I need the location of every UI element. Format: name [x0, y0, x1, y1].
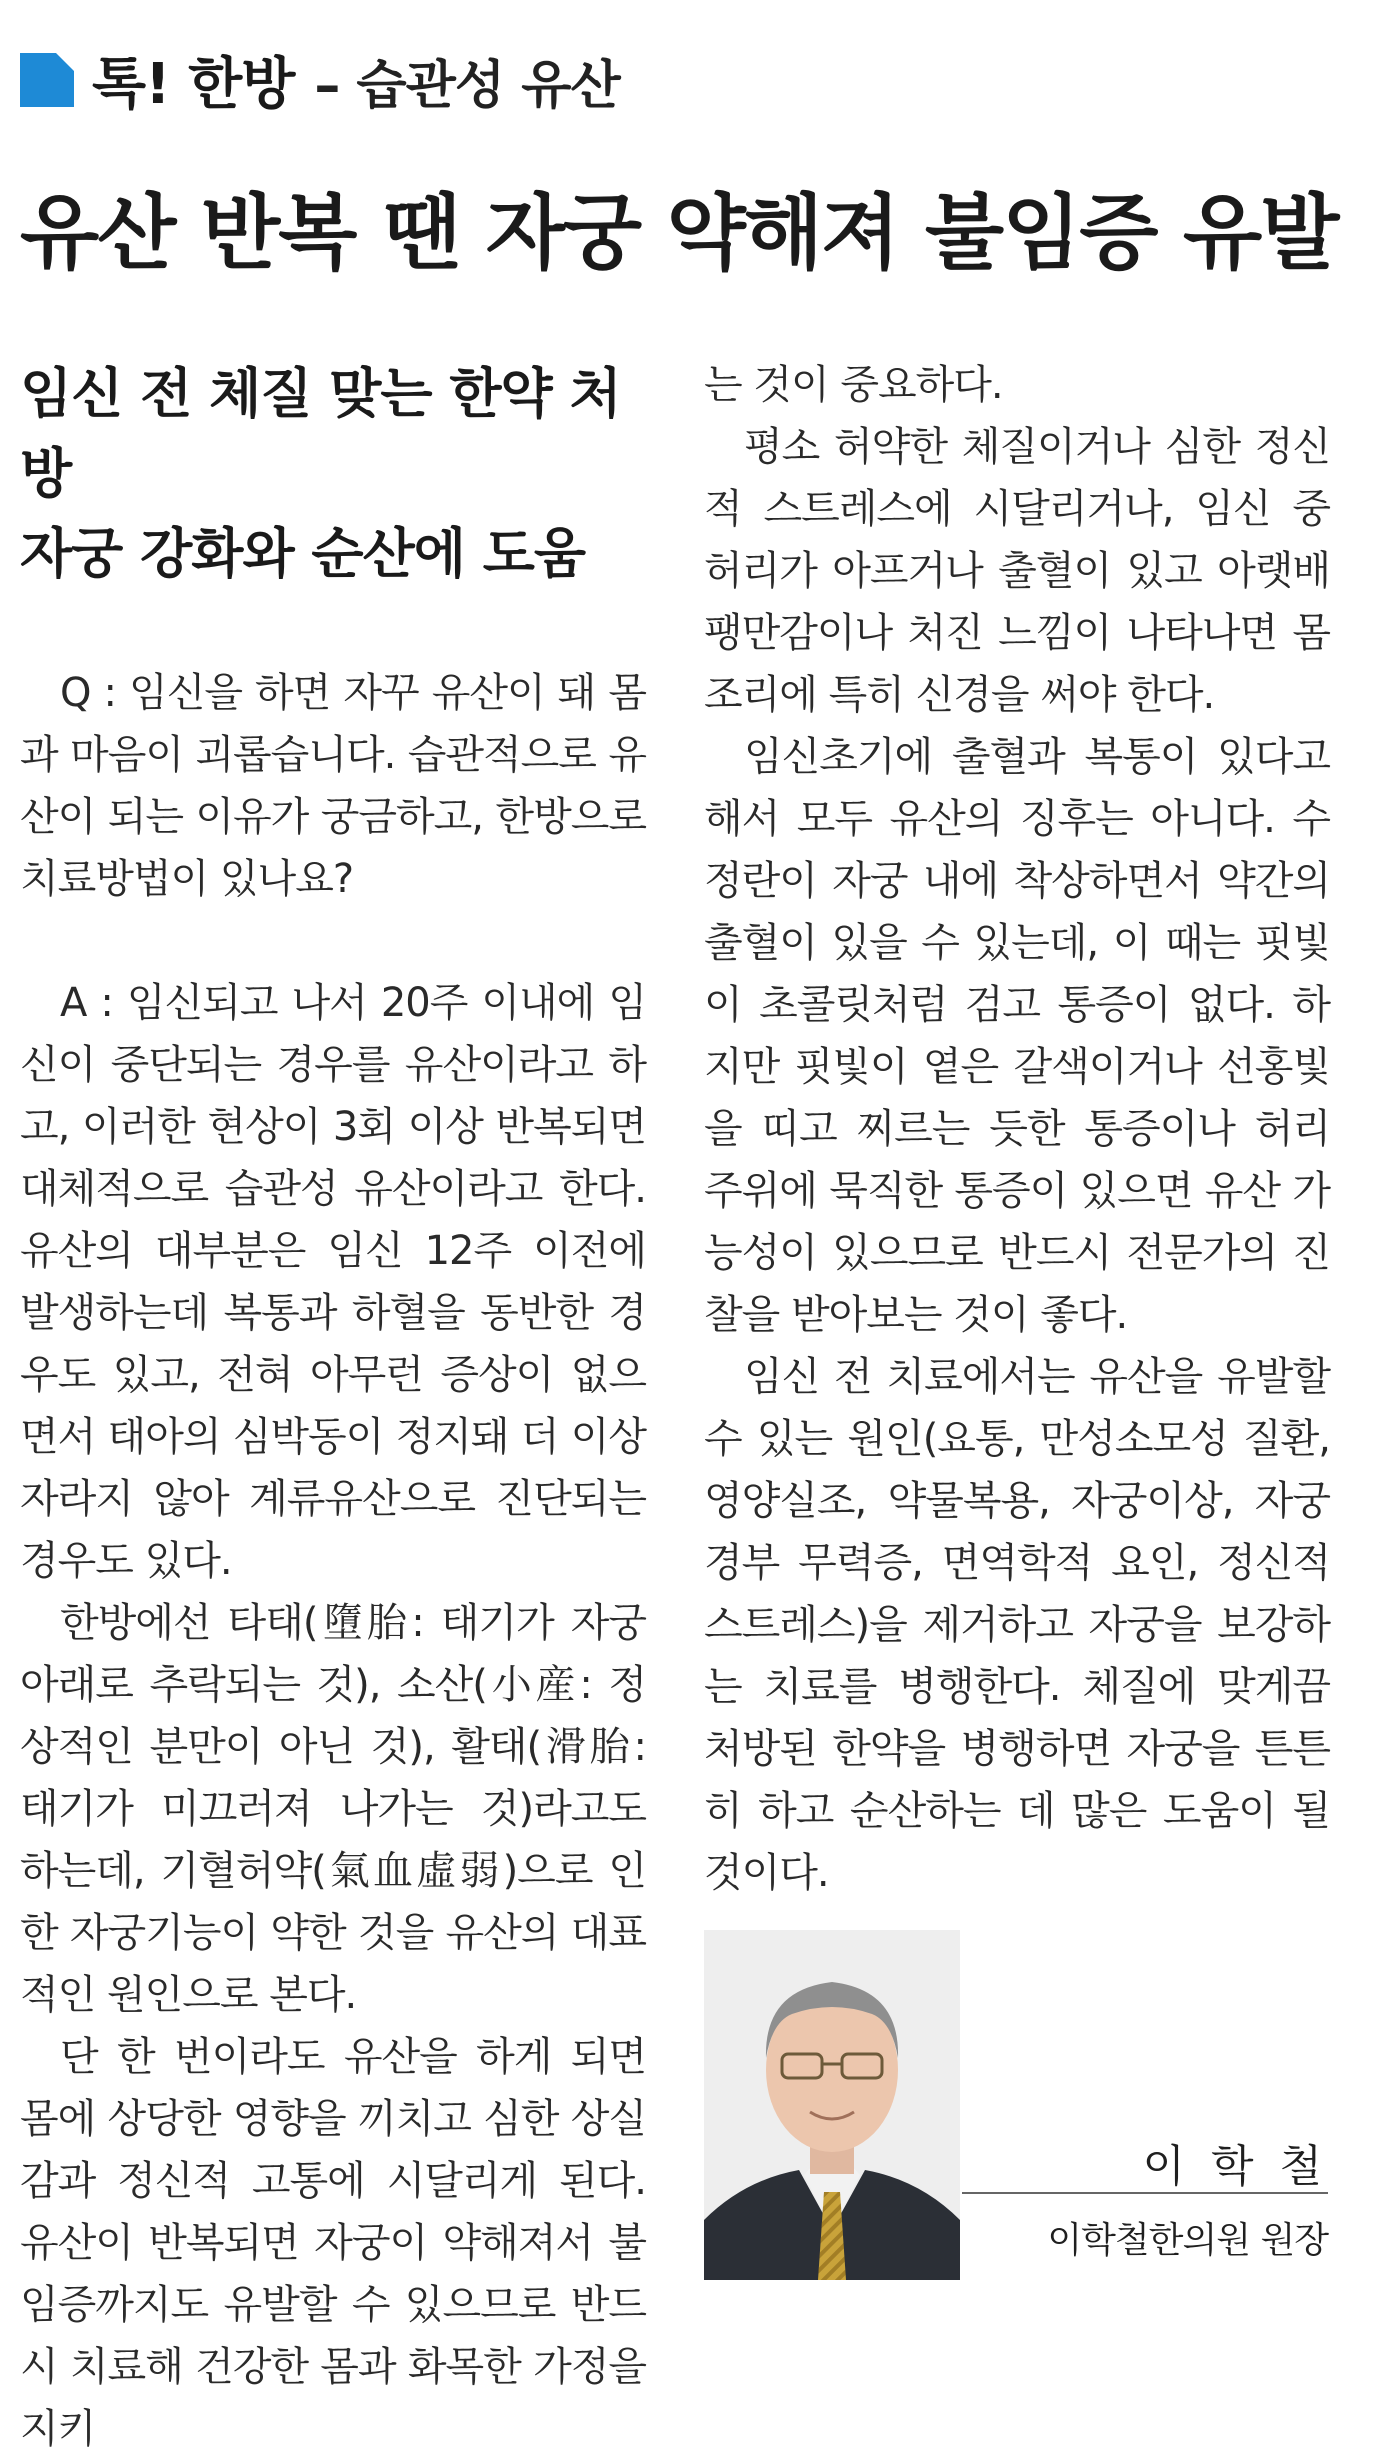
column-header — [20, 40, 620, 120]
author-photo — [704, 1930, 960, 2280]
subheadline — [20, 354, 646, 594]
body-paragraph: 단 한 번이라도 유산을 하게 되면 몸에 상당한 영향을 끼치고 심한 상실감과 정신적 고통에 시달리게 된다. 유산이 반복되면 자궁이 약해져서 불임증까지도 유발할 수 있으므로 반드시 치료해 건강한 몸과 화목한 가정을 지키 — [20, 2034, 646, 2452]
left-column — [20, 354, 646, 2460]
right-column — [704, 354, 1330, 1904]
series-subtitle: – 습관성 유산 — [314, 55, 620, 116]
answer-paragraph: A : 임신되고 나서 20주 이내에 임신이 중단되는 경우를 유산이라고 하고, 이러한 현상이 3회 이상 반복되면 대체적으로 습관성 유산이라고 한다. 유산의 대부분은 임신 12주 이전에 발생하는데 복통과 하혈을 동반한 경우도 있고, 전혀 아무런 증상이 없으면서 태아의 심박동이 정지돼 더 이상 자라지 않아 계류유산으로 진단되는 경우도 있다. — [20, 980, 646, 1584]
body-paragraph: 한방에선 타태(墮胎: 태기가 자궁 아래로 추락되는 것), 소산(小産: 정상적인 분만이 아닌 것), 활태(滑胎: 태기가 미끄러져 나가는 것)라고도 하는데, 기혈허약(氣血虛弱)으로 인한 자궁기능이 약한 것을 유산의 대표적인 원인으로 본다. — [20, 1600, 646, 2018]
subheadline-line-1: 임신 전 체질 맞는 한약 처방 — [20, 362, 621, 505]
blue-square-icon — [20, 53, 74, 107]
body-paragraph: 평소 허약한 체질이거나 심한 정신적 스트레스에 시달리거나, 임신 중 허리가 아프거나 출혈이 있고 아랫배 팽만감이나 처진 느낌이 나타나면 몸조리에 특히 신경을 써야 한다. — [704, 424, 1330, 718]
author-divider — [962, 2192, 1328, 2194]
paragraph-gap — [20, 910, 646, 972]
continuation-paragraph: 는 것이 중요하다. — [704, 362, 1003, 408]
subheadline-line-2: 자궁 강화와 순산에 도움 — [20, 522, 586, 585]
author-name: 이 학 철 — [1142, 2141, 1328, 2192]
author-portrait-icon — [704, 1930, 960, 2280]
body-paragraph: 임신 전 치료에서는 유산을 유발할 수 있는 원인(요통, 만성소모성 질환, 영양실조, 약물복용, 자궁이상, 자궁경부 무력증, 면역학적 요인, 정신적 스트레스)을 제거하고 자궁을 보강하는 치료를 병행한다. 체질에 맞게끔 처방된 한약을 병행하면 자궁을 튼튼히 하고 순산하는 데 많은 도움이 될 것이다. — [704, 1354, 1330, 1896]
body-paragraph: 임신초기에 출혈과 복통이 있다고 해서 모두 유산의 징후는 아니다. 수정란이 자궁 내에 착상하면서 약간의 출혈이 있을 수 있는데, 이 때는 핏빛이 초콜릿처럼 검고 통증이 없다. 하지만 핏빛이 옅은 갈색이거나 선홍빛을 띠고 찌르는 듯한 통증이나 허리 주위에 묵직한 통증이 있으면 유산 가능성이 있으므로 반드시 전문가의 진찰을 받아보는 것이 좋다. — [704, 734, 1330, 1338]
question-paragraph: Q : 임신을 하면 자꾸 유산이 돼 몸과 마음이 괴롭습니다. 습관적으로 유산이 되는 이유가 궁금하고, 한방으로 치료방법이 있나요? — [20, 670, 646, 902]
author-title: 이학철한의원 원장 — [1047, 2220, 1328, 2261]
series-title: 톡! 한방 — [92, 52, 295, 117]
headline: 유산 반복 땐 자궁 약해져 불임증 유발 — [20, 186, 1338, 281]
